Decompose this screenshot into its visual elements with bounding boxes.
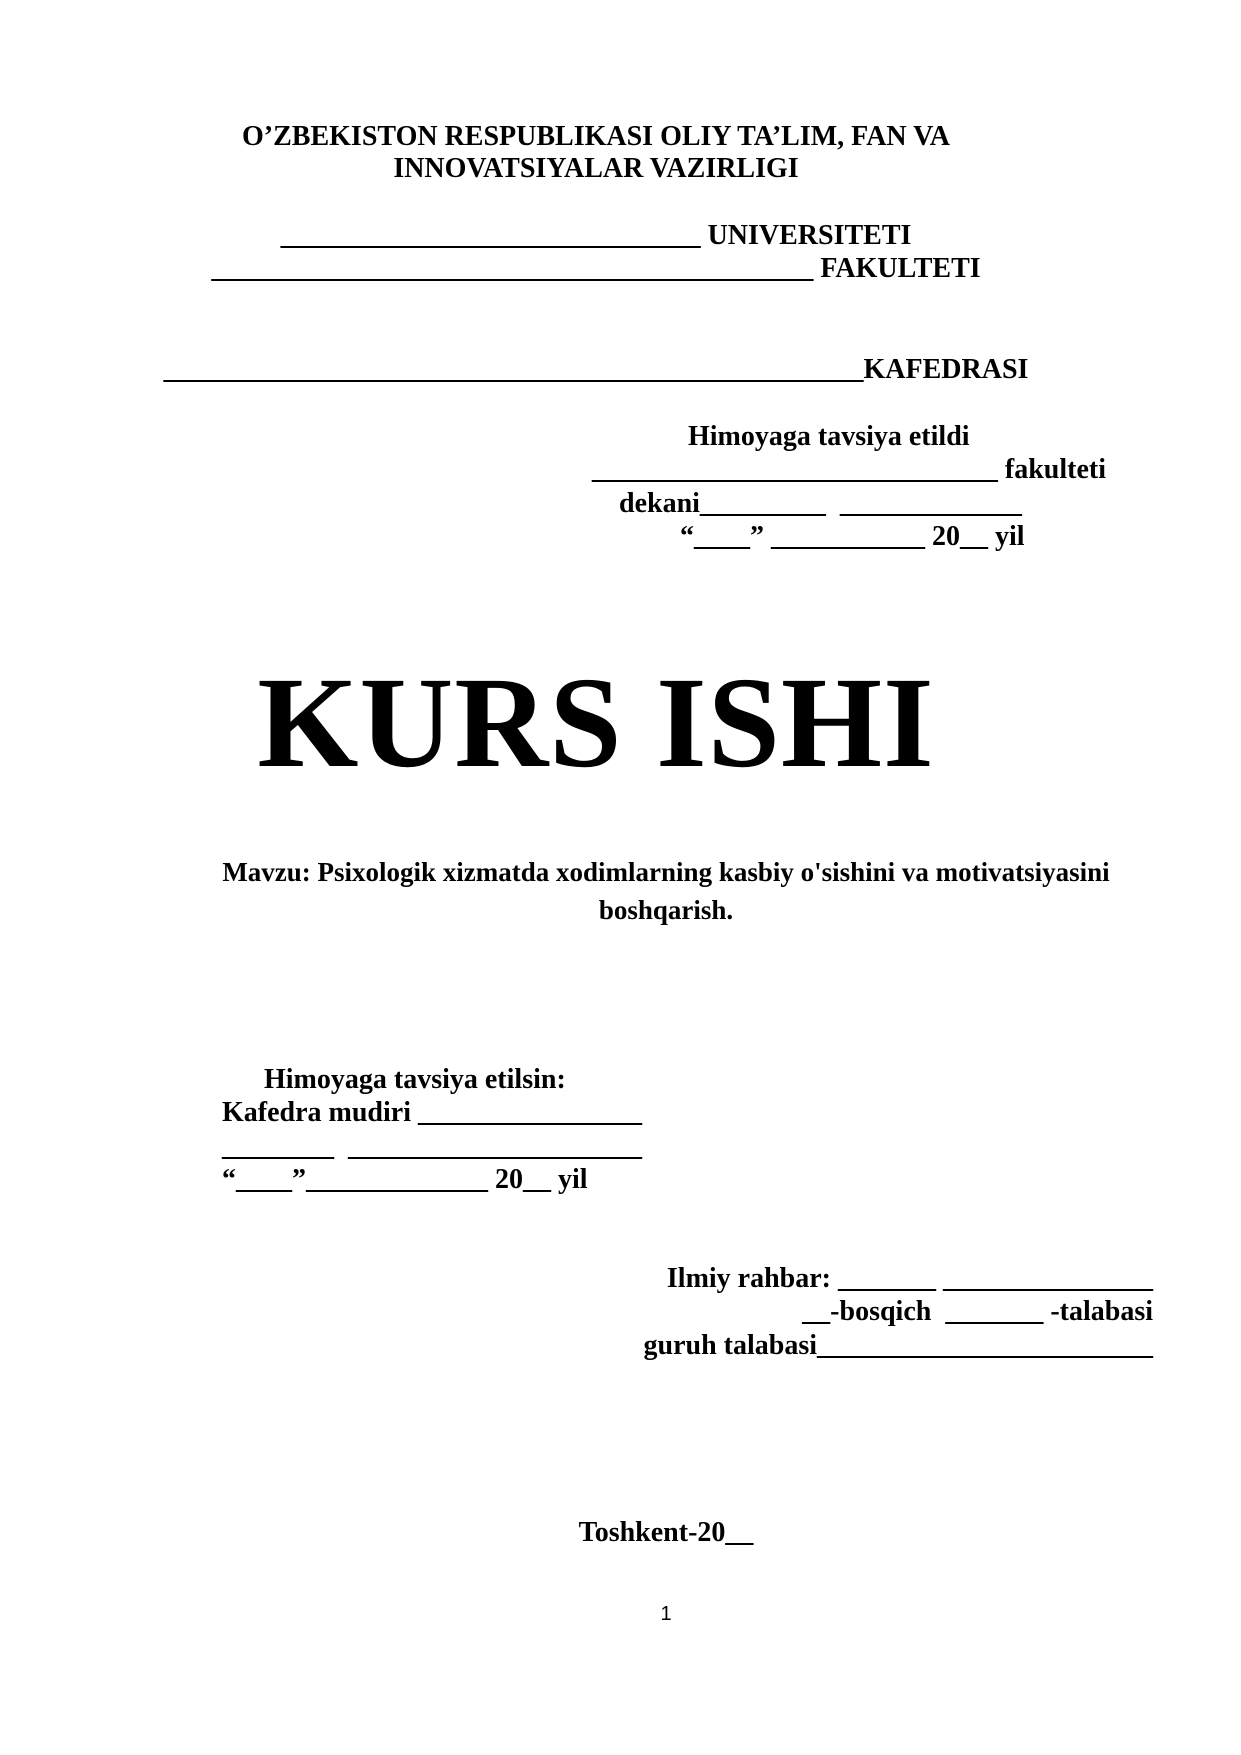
approval-bottom-heading: Himoyaga tavsiya etilsin: (264, 1064, 566, 1095)
page-number: 1 (660, 1603, 672, 1625)
topic-line-2: boshqarish. (598, 895, 734, 925)
document-title: KURS ISHI (257, 651, 935, 795)
ministry-name-line-1: O’ZBEKISTON RESPUBLIKASI OLIY TA’LIM, FAN VA (242, 121, 950, 152)
head-of-department-line: Kafedra mudiri ________________ (222, 1097, 642, 1128)
student-stage-line: __-bosqich _______ -talabasi (802, 1296, 1153, 1327)
approval-top-dean-line: dekani_________ _____________ (619, 488, 1022, 519)
approval-bottom-date-line: “____”_____________ 20__ yil (222, 1164, 588, 1195)
city-year: Toshkent-20__ (578, 1517, 754, 1548)
approval-top-faculty-line: _____________________________ fakulteti (591, 454, 1106, 485)
approval-bottom-signature-line: ________ _____________________ (222, 1131, 642, 1162)
department-line: __________________________________________________KAFEDRASI (163, 354, 1029, 385)
approval-top-date-line: “____” ___________ 20__ yil (680, 521, 1025, 552)
ministry-name-line-2: INNOVATSIYALAR VAZIRLIGI (393, 153, 799, 184)
university-line: ______________________________ UNIVERSITETI (280, 220, 912, 251)
faculty-line: ___________________________________________ FAKULTETI (211, 253, 981, 284)
approval-top-heading: Himoyaga tavsiya etildi (688, 421, 970, 452)
scientific-advisor-line: Ilmiy rahbar: _______ _______________ (666, 1263, 1153, 1294)
student-group-line: guruh talabasi________________________ (643, 1330, 1153, 1361)
topic-line-1: Mavzu: Psixologik xizmatda xodimlarning kasbiy o'sishini va motivatsiyasini (222, 857, 1110, 887)
